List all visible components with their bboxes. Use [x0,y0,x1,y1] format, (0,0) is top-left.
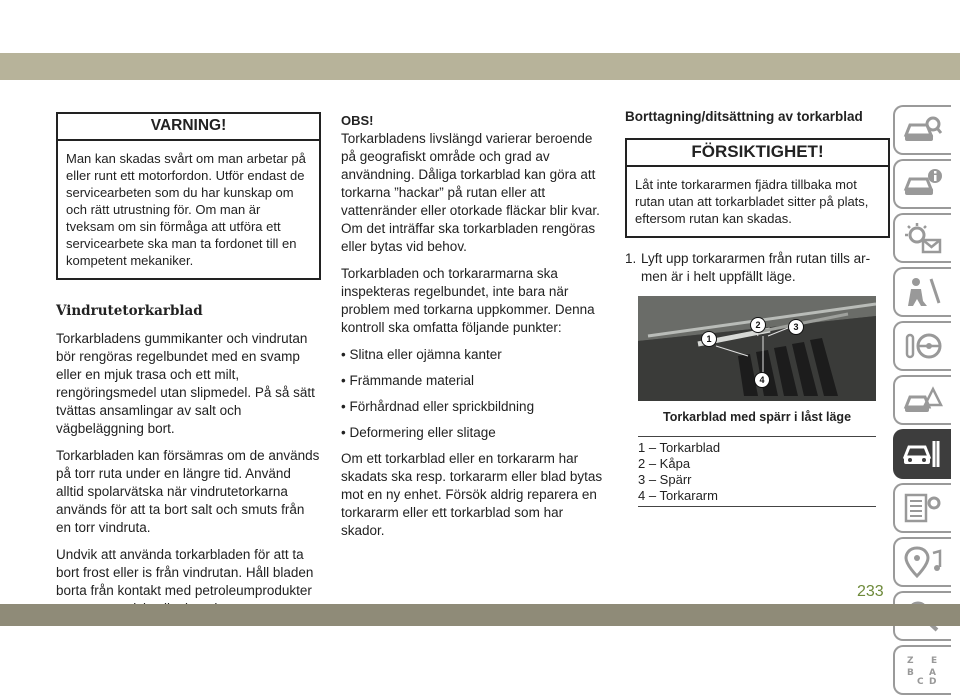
tab-starting-driving[interactable] [893,321,951,371]
svg-text:B: B [907,668,914,678]
removal-heading: Borttagning/ditsättning av torkarblad [625,109,863,124]
caution-box [625,138,890,238]
legend-item: 4 – Torkararm [638,488,718,503]
inspection-outro: Om ett torkarblad eller en torkararm har skadats ska resp. torkararm eller blad bytas mot en ny enhet. Försök aldrig reparera en torkararm eller ett torkarblad som har skador. [341,451,603,538]
tab-vehicle-info[interactable] [893,159,951,209]
step-1 [625,250,890,286]
dashboard-lights-icon [903,221,943,255]
figure-caption: Torkarblad med spärr i låst läge [662,410,852,424]
top-band [0,53,960,80]
step-text: Lyft upp torkararmen från rutan tills armen är i helt uppfällt läge. [641,251,871,284]
svg-text:D: D [929,677,937,687]
inspection-intro: Torkarbladen och torkararmarna ska inspekteras regelbundet, inte bara när problem med torkarna uppkommer. Denna kontroll ska omfatta följande punkter: [341,266,595,335]
warning-box [56,112,321,280]
bullet-item: • Deformering eller slitage [341,425,496,440]
wiper-figure [638,296,876,507]
legend-item: 3 – Spärr [638,472,692,487]
bullet-item: • Förhårdnad eller sprickbildning [341,399,535,414]
tab-multimedia[interactable] [893,537,951,587]
tab-index[interactable] [893,645,951,695]
page-number: 233 [857,583,884,600]
car-search-icon [903,113,943,147]
column-3 [625,108,890,507]
callout-4: 4 [754,372,770,388]
tab-service-maintenance[interactable] [893,429,951,479]
figure-legend [638,436,876,507]
wiper-photo [638,296,876,401]
column-1 [56,112,321,627]
svg-text:A: A [929,668,936,678]
column-2 [341,112,604,549]
warning-triangle-car-icon [903,383,943,417]
section-heading: Vindrutetorkarblad [56,303,203,319]
legend-item: 2 – Kåpa [638,456,691,471]
bottom-band [0,604,960,626]
warning-text: Man kan skadas svårt om man arbetar på eller runt ett motorfordon. Utför endast de servicearbeten som du har kunskap om och rätt utrustning för. Om man är tveksam om sin förmåga att utföra ett servicearbete ska man ta fordonet till en kompetent mekaniker. [66,151,306,268]
step-number: 1. [625,251,637,266]
callout-2: 2 [750,317,766,333]
airbag-person-icon [903,275,943,309]
callout-1: 1 [701,331,717,347]
bullet-item: • Främmande material [341,373,475,388]
alphabet-index-icon [903,653,943,687]
svg-text:Z: Z [907,656,914,666]
note-text: Torkarbladens livslängd varierar beroende på geografiskt område och grad av användning. Dåliga torkarblad kan göra att torkarna ”hackar” på rutan eller att vattenränder eller otorkade fläckar blir kvar. Om det inträffar ska torkarbladen rengöras eller bytas vid behov. [341,131,600,254]
paragraph: Undvik att använda torkarbladen för att ta bort frost eller is från vindrutan. Håll bladen borta från kontakt med petroleumprodukter [56,547,314,598]
tab-safety[interactable] [893,267,951,317]
bullet-item: • Slitna eller ojämna kanter [341,347,502,362]
tab-emergency[interactable] [893,375,951,425]
svg-text:E: E [931,656,938,666]
tab-specifications[interactable] [893,483,951,533]
media-location-icon [903,545,943,579]
car-info-icon [903,167,943,201]
tab-dashboard-lights[interactable] [893,213,951,263]
caution-title: FÖRSIKTIGHET! [627,140,888,167]
paragraph: Torkarbladens gummikanter och vindrutan bör rengöras regelbundet med en svamp eller en mjuk trasa och ett milt, rengöringsmedel utan slipmedel. På så sätt tvättas ansamlingar av salt och vägbeläggning bort. [56,331,315,436]
legend-item: 1 – Torkarblad [638,440,721,455]
note-title: OBS! [341,113,374,128]
svg-text:C: C [917,677,924,687]
list-settings-icon [903,491,943,525]
callout-3: 3 [788,319,804,335]
steering-wheel-icon [903,329,943,363]
caution-text: Låt inte torkararmen fjädra tillbaka mot rutan utan att torkarbladet sitter på plats, eftersom rutan kan skadas. [635,177,869,226]
paragraph: Torkarbladen kan försämras om de används på torr ruta under en längre tid. Använd alltid spolarvätska när vindrutetorkarna används för att ta bort salt och smuts från en torr vindruta. [56,448,320,535]
tab-vehicle-search[interactable] [893,105,951,155]
car-service-icon [903,437,943,471]
warning-title: VARNING! [58,114,319,141]
